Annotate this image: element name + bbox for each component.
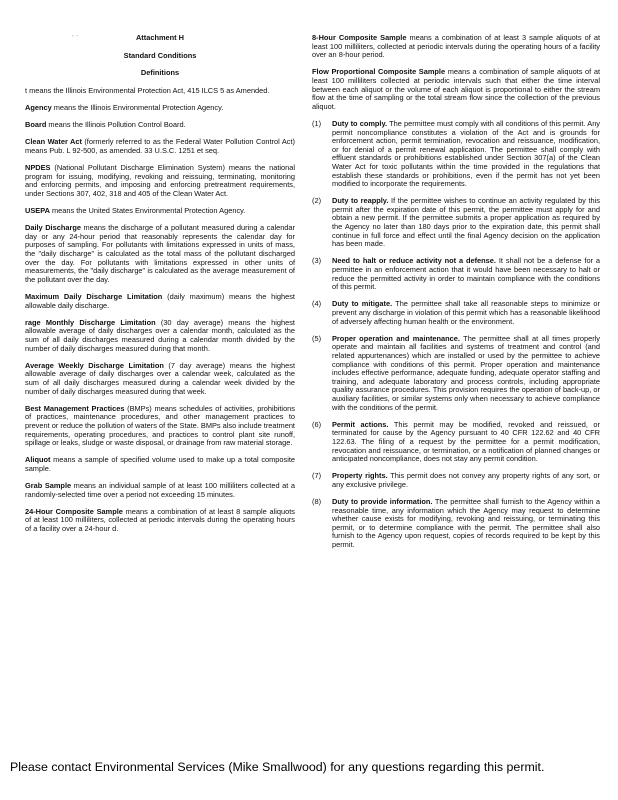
definition-term: Flow Proportional Composite Sample	[312, 67, 446, 77]
definition-term: Agency	[25, 102, 52, 112]
condition-number: (4)	[312, 299, 322, 309]
definition-text: means the discharge of a pollutant measured during a calendar day or any 24-hour period that reasonably represents the calendar day for purposes of sampling. For pollutants with limitations expressed in units of mass, the "daily discharge" is calculated as the total mass of the pollutant discharged over the day. For pollutants with limitations expressed in other units of measurements, the "daily discharge" is calculated as the average measurement of the pollutant over the day.	[25, 223, 295, 284]
definition-text: means the Illinois Pollution Control Board.	[46, 120, 186, 130]
definition-paragraph	[25, 456, 295, 473]
condition-title: Property rights.	[332, 471, 388, 481]
condition-item	[312, 472, 600, 489]
condition-body	[332, 335, 600, 412]
attachment-heading: Attachment H	[135, 33, 185, 42]
definition-paragraph	[25, 508, 295, 534]
definition-term: NPDES	[25, 163, 51, 173]
condition-title: Need to halt or reduce activity not a defense.	[332, 256, 496, 266]
condition-text: The permittee shall take all reasonable steps to minimize or prevent any discharge in violation of this permit which has a reasonable likelihood of adversely affecting human health or the environment.	[332, 299, 600, 326]
definition-text: means a combination of at least 8 sample aliquots of at least 100 milliliters, collected at periodic intervals during the operating hours of a facility over a 24-hour d.	[25, 506, 295, 534]
condition-item	[312, 300, 600, 326]
condition-text: If the permittee wishes to continue an activity regulated by this permit after the expiration date of this permit, the permittee must apply for and obtain a new permit. If the permittee submits a proper application as required by the Agency no later than 180 days prior to the expiration date, this permit shall continue in full force and effect until the final Agency decision on the application has been made.	[332, 196, 600, 249]
definition-paragraph	[25, 405, 295, 448]
definition-text: (National Pollutant Discharge Elimination System) means the national program for issuing, modifying, revoking and reissuing, terminating, monitoring and enforcing permits, and imposing and enforcing pretreatment requirements, under Sections 307, 402, 318 and 405 of the Clean Water Act.	[25, 163, 295, 198]
contact-footer: Please contact Environmental Services (Mike Smallwood) for any questions regarding this permit.	[10, 760, 545, 774]
left-definitions	[25, 87, 295, 534]
definition-paragraph	[25, 164, 295, 198]
definition-paragraph	[25, 482, 295, 499]
condition-body	[332, 257, 600, 291]
condition-title: Duty to provide information.	[332, 497, 433, 507]
condition-number: (1)	[312, 118, 322, 128]
condition-body	[332, 472, 600, 489]
condition-body	[332, 120, 600, 189]
definition-text: means an individual sample of at least 100 milliliters collected at a randomly-selected time over a period not exceeding 15 minutes.	[25, 481, 295, 499]
right-definitions	[312, 34, 600, 111]
condition-text: The permittee shall at all times properly operate and maintain all facilities and systems of treatment and control (and related appurtenances) which are installed or used by the permittee to achieve compliance with conditions of this permit. Proper operation and maintenance includes effective performance, adequate funding, adequate operator staffing and training, and adequate laboratory and process controls, including appropriate quality assurance procedures. This provision requires the operation of back-up, or auxiliary facilities, or similar systems only when necessary to achieve compliance with the conditions of the permit.	[332, 333, 600, 412]
definition-term: 24-Hour Composite Sample	[25, 506, 123, 516]
definition-term: Board	[25, 120, 47, 130]
standard-conditions-heading: Standard Conditions	[123, 50, 197, 60]
definition-text: means a combination of at least 3 sample aliquots of at least 100 milliliters, collected at periodic intervals during the operating hours of a facility over an 8-hour period.	[312, 33, 601, 60]
definition-term: USEPA	[25, 206, 50, 216]
definition-term: Grab Sample	[25, 481, 72, 491]
condition-number: (3)	[312, 256, 322, 266]
definition-text: (daily maximum) means the highest allowable daily discharge.	[25, 292, 295, 310]
condition-title: Proper operation and maintenance.	[332, 333, 460, 343]
definition-paragraph	[25, 87, 295, 96]
definition-paragraph	[25, 121, 295, 130]
definition-term: Average Weekly Discharge Limitation	[25, 360, 164, 370]
definition-term: rage Monthly Discharge Limitation	[25, 317, 156, 327]
definition-text: t means the Illinois Environmental Protection Act, 415 ILCS 5 as Amended.	[25, 85, 270, 95]
left-column	[25, 34, 295, 542]
condition-body	[332, 421, 600, 464]
definition-text: (formerly referred to as the Federal Water Pollution Control Act) means Pub. L 92-500, as amended. 33 U.S.C. 1251 et seq.	[25, 137, 295, 155]
definition-paragraph	[25, 362, 295, 396]
condition-text: The permittee must comply with all conditions of this permit. Any permit noncompliance constitutes a violation of the Act and is grounds for enforcement action, permit termination, revocation and reissuance, modification, or for denial of a permit renewal application. The permittee shall comply with effluent standards or prohibitions established under Section 307(a) of the Clean Water Act for toxic pollutants within the time provided in the regulations that establish these standards or prohibitions, even if the permit has not yet been modified to incorporate the requirements.	[332, 118, 600, 189]
condition-title: Permit actions.	[332, 419, 389, 429]
definition-text: means the United States Environmental Protection Agency.	[49, 206, 246, 216]
definition-term: Best Management Practices	[25, 403, 125, 413]
condition-item	[312, 197, 600, 249]
right-column	[312, 34, 600, 558]
condition-number: (8)	[312, 497, 322, 507]
condition-text: This permit does not convey any property rights of any sort, or any exclusive privilege.	[332, 471, 600, 489]
condition-item	[312, 257, 600, 291]
definition-text: means the Illinois Environmental Protection Agency.	[51, 102, 224, 112]
conditions-list	[312, 120, 600, 550]
definitions-heading: Definitions	[140, 68, 180, 78]
condition-item	[312, 120, 600, 189]
definition-paragraph	[25, 319, 295, 353]
condition-text: It shall not be a defense for a permittee in an enforcement action that it would have been necessary to halt or reduce the permitted activity in order to maintain compliance with the conditions of this permit.	[332, 256, 601, 292]
definition-term: Maximum Daily Discharge Limitation	[25, 292, 163, 302]
definition-paragraph	[312, 68, 600, 111]
condition-body	[332, 197, 600, 249]
definition-paragraph	[25, 293, 295, 310]
condition-body	[332, 300, 600, 326]
condition-text: The permittee shall furnish to the Agency within a reasonable time, any information which the Agency may request to determine whether cause exists for modifying, revoking and reissuing, or terminating this permit, or to determine compliance with the permit. The permittee shall also furnish to the Agency upon request, copies of records required to be kept by this permit.	[332, 497, 601, 550]
scan-speck: ˙ ˙	[72, 36, 79, 43]
definition-term: 8-Hour Composite Sample	[312, 33, 407, 42]
condition-title: Duty to reapply.	[332, 196, 389, 206]
definition-paragraph	[312, 34, 600, 60]
definition-text: means a sample of specified volume used to make up a total composite sample.	[25, 455, 295, 473]
condition-title: Duty to mitigate.	[332, 299, 393, 309]
definition-paragraph	[25, 104, 295, 113]
definition-text: (7 day average) means the highest allowable average of daily discharges over a calendar week, calculated as the sum of all daily discharges measured during a calendar week divided by the number of daily discharges measured during that week.	[25, 360, 296, 396]
definition-text: means a combination of sample aliquots of at least 100 milliliters collected at periodic intervals such that either the time interval between each aliquot or the volume of each aliquot is proportional to either the stream flow at the time of sampling or the total stream flow since the collection of the previous aliquot.	[312, 67, 600, 111]
condition-title: Duty to comply.	[332, 118, 388, 128]
condition-number: (2)	[312, 196, 322, 206]
condition-number: (5)	[312, 333, 322, 343]
definition-text: (BMPs) means schedules of activities, prohibitions of practices, maintenance procedures, and other management practices to prevent or reduce the pollution of waters of the State. BMPs also include treatment requirements, operating procedures, and practices to control plant site runoff, spillage or leaks, sludge or waste disposal, or drainage from raw material storage.	[25, 403, 295, 448]
definition-paragraph	[25, 207, 295, 216]
condition-number: (7)	[312, 471, 322, 481]
condition-number: (6)	[312, 419, 322, 429]
condition-item	[312, 498, 600, 550]
definition-paragraph	[25, 224, 295, 284]
definition-paragraph	[25, 138, 295, 155]
condition-item	[312, 421, 600, 464]
definition-term: Aliquot	[25, 455, 51, 465]
definition-term: Clean Water Act	[25, 137, 82, 147]
definition-text: (30 day average) means the highest allowable average of daily discharges over a calendar month, calculated as the sum of all daily discharges measured during a calendar month divided by the number of daily discharges measured during that month.	[25, 317, 295, 353]
condition-item	[312, 335, 600, 412]
condition-body	[332, 498, 600, 550]
condition-text: This permit may be modified, revoked and reissued, or terminated for cause by the Agency pursuant to 40 CFR 122.62 and 40 CFR 122.63. The filing of a request by the permittee for a permit modification, revocation and reissuance, or termination, or a notification of planned changes or anticipated noncompliance, does not stay any permit condition.	[332, 419, 600, 464]
definition-term: Daily Discharge	[25, 223, 81, 233]
